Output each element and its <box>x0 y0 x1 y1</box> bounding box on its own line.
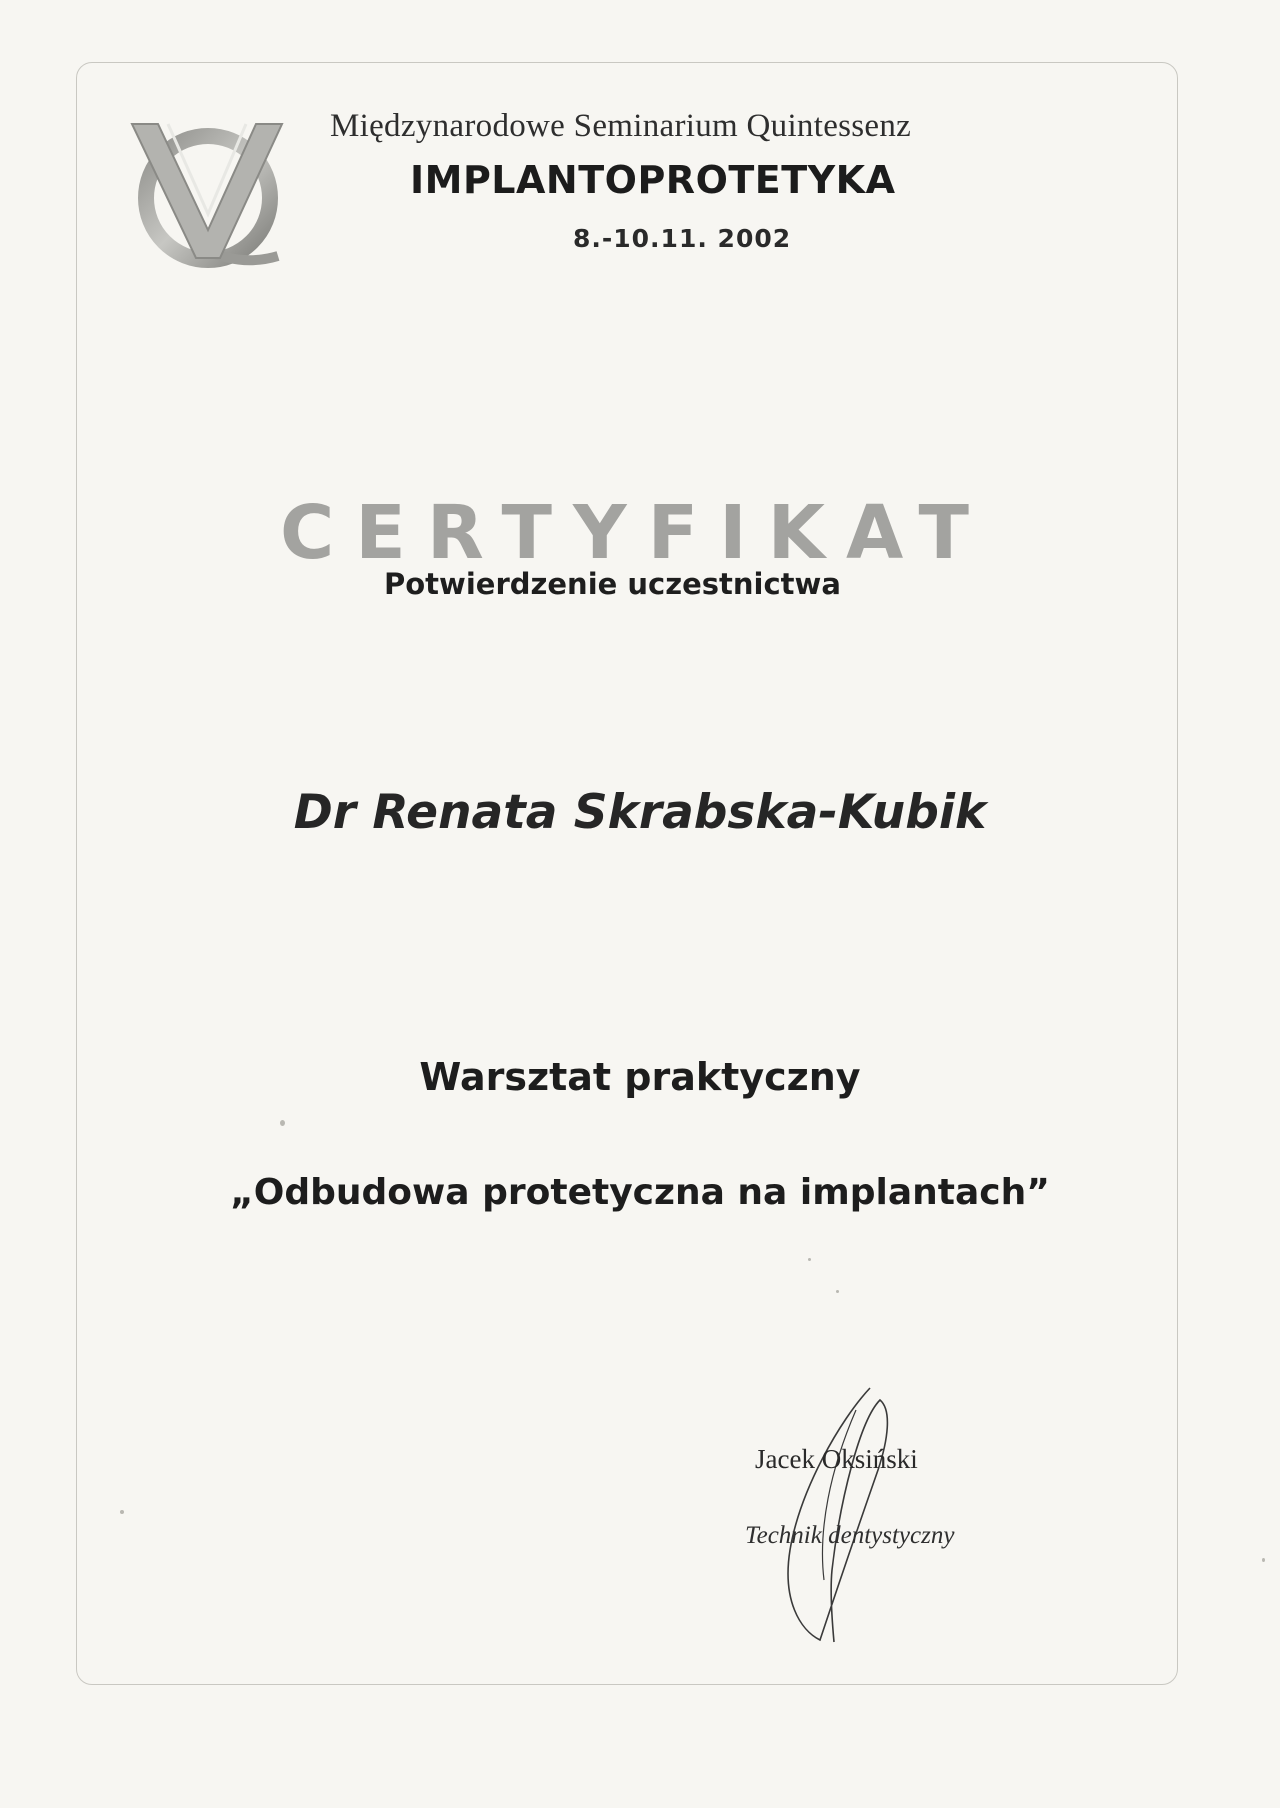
certificate-title: CERTYFIKAT <box>280 490 991 576</box>
paper-speck <box>120 1510 124 1514</box>
signatory-role: Technik dentystyczny <box>745 1522 955 1549</box>
signatory-name: Jacek Oksiński <box>755 1444 918 1474</box>
certificate-subtitle: Potwierdzenie uczestnictwa <box>384 567 841 601</box>
paper-speck <box>280 1120 285 1126</box>
seminar-name: Międzynarodowe Seminarium Quintessenz <box>330 108 912 144</box>
paper-speck <box>836 1290 839 1293</box>
paper-speck <box>1262 1558 1265 1562</box>
workshop-title: „Odbudowa protetyczna na implantach” <box>230 1172 1050 1213</box>
handwritten-signature-icon <box>760 1380 920 1650</box>
certificate-border <box>76 62 1178 1685</box>
seminar-dates: 8.-10.11. 2002 <box>573 224 792 253</box>
seminar-topic: IMPLANTOPROTETYKA <box>410 158 896 202</box>
workshop-type: Warsztat praktyczny <box>419 1055 861 1099</box>
recipient-name: Dr Renata Skrabska-Kubik <box>293 785 987 840</box>
paper-speck <box>808 1258 811 1261</box>
quintessenz-logo-icon <box>128 118 288 268</box>
